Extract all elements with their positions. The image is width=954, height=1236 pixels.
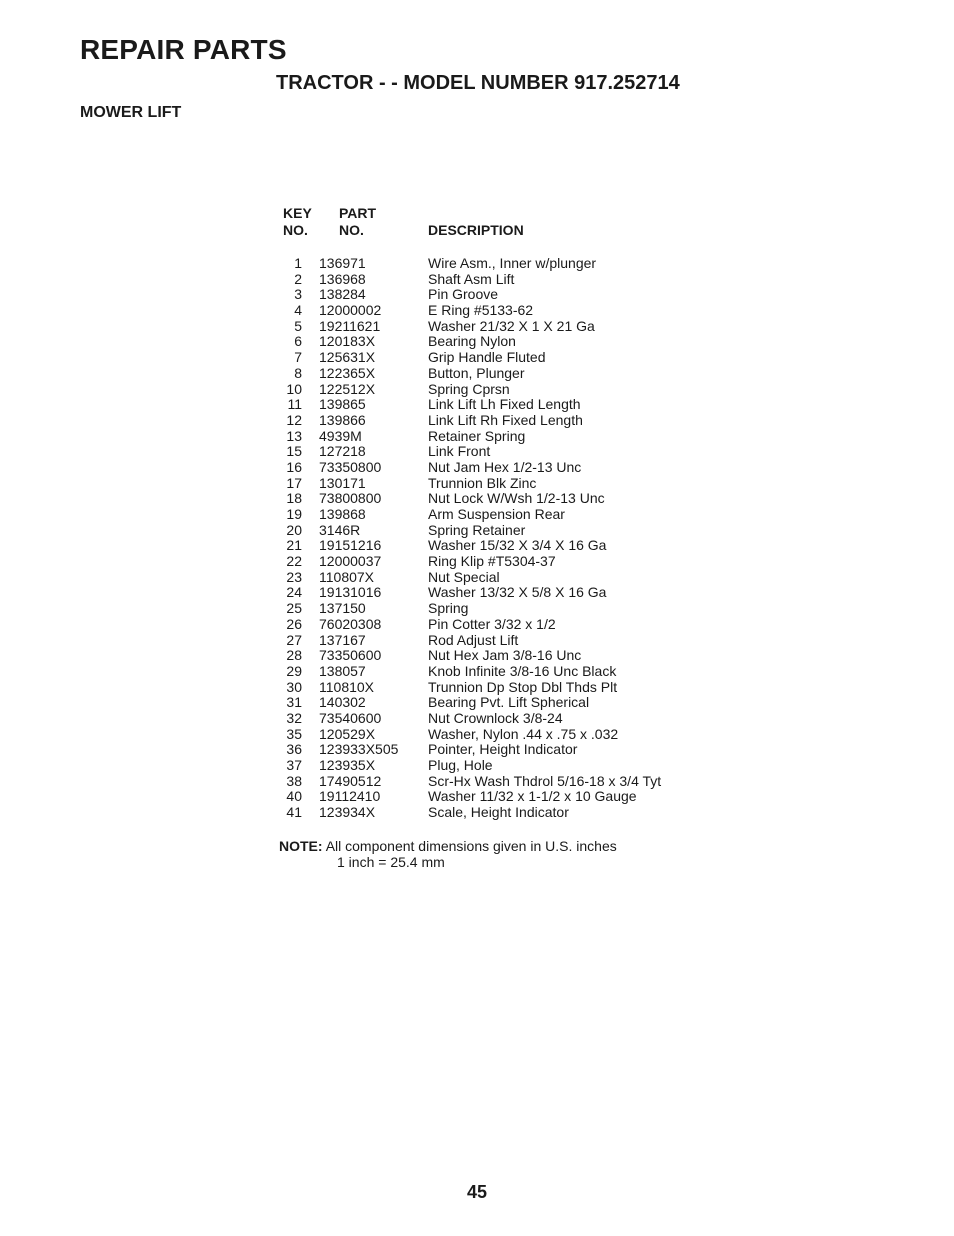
- table-row: [280, 633, 720, 649]
- table-row: [280, 805, 720, 821]
- key-no: 4: [294, 302, 302, 319]
- part-no: 4939M: [319, 427, 362, 444]
- column-header-key-line1: KEY: [283, 205, 312, 221]
- description: Spring Retainer: [428, 521, 526, 538]
- part-no: 19131016: [319, 584, 382, 601]
- description: Bearing Nylon: [428, 333, 516, 350]
- description: Nut Jam Hex 1/2-13 Unc: [428, 458, 582, 475]
- key-no: 7: [294, 349, 302, 366]
- key-no: 28: [286, 647, 302, 664]
- page-title: REPAIR PARTS: [80, 34, 287, 65]
- part-no: 123935X: [319, 757, 376, 773]
- key-no: 10: [286, 380, 302, 397]
- table-row: [280, 272, 720, 288]
- key-no: 23: [286, 568, 302, 585]
- key-no: 32: [286, 709, 302, 726]
- part-no: 122365X: [319, 364, 376, 381]
- description: Knob Infinite 3/8-16 Unc Black: [428, 662, 617, 679]
- key-no: 1: [294, 255, 302, 271]
- table-row: [280, 429, 720, 445]
- part-no: 138057: [319, 662, 366, 679]
- key-no: 22: [286, 553, 302, 570]
- key-no: 27: [286, 631, 302, 648]
- part-no: 73540600: [319, 709, 382, 726]
- description: Grip Handle Fluted: [428, 349, 546, 366]
- section-heading: MOWER LIFT: [80, 104, 182, 121]
- description: Wire Asm., Inner w/plunger: [428, 255, 597, 271]
- part-no: 130171: [319, 474, 366, 491]
- part-no: 123933X505: [319, 741, 399, 758]
- description: Button, Plunger: [428, 364, 525, 381]
- part-no: 140302: [319, 694, 366, 711]
- part-no: 122512X: [319, 380, 376, 397]
- part-no: 76020308: [319, 615, 382, 632]
- table-row: [280, 585, 720, 601]
- description: Shaft Asm Lift: [428, 270, 515, 287]
- table-row: [280, 758, 720, 774]
- table-row: [280, 382, 720, 398]
- column-header-part-line2: NO.: [339, 222, 364, 238]
- description: Bearing Pvt. Lift Spherical: [428, 694, 590, 711]
- part-no: 110810X: [319, 678, 375, 695]
- table-row: [280, 319, 720, 335]
- description: Nut Hex Jam 3/8-16 Unc: [428, 647, 582, 664]
- note-label: NOTE:: [279, 838, 323, 854]
- key-no: 6: [294, 333, 302, 350]
- table-row: [280, 366, 720, 382]
- table-row: [280, 601, 720, 617]
- table-row: [280, 695, 720, 711]
- table-row: [280, 397, 720, 413]
- key-no: 37: [286, 757, 302, 773]
- parts-list: [280, 256, 720, 821]
- table-row: [280, 523, 720, 539]
- description: Ring Klip #T5304-37: [428, 553, 556, 570]
- key-no: 3: [294, 286, 302, 303]
- description: Trunnion Blk Zinc: [428, 474, 537, 491]
- table-row: [280, 350, 720, 366]
- table-row: [280, 680, 720, 696]
- column-header-part-line1: PART: [339, 205, 377, 221]
- description: Trunnion Dp Stop Dbl Thds Plt: [428, 678, 618, 695]
- key-no: 35: [286, 725, 302, 742]
- part-no: 137167: [319, 631, 366, 648]
- part-no: 137150: [319, 600, 366, 617]
- part-no: 19112410: [319, 788, 381, 805]
- part-no: 120529X: [319, 725, 376, 742]
- description: Washer, Nylon .44 x .75 x .032: [428, 725, 619, 742]
- table-row: [280, 303, 720, 319]
- key-no: 25: [286, 600, 302, 617]
- part-no: 136968: [319, 270, 366, 287]
- note-text: All component dimensions given in U.S. inches: [325, 838, 617, 854]
- key-no: 36: [286, 741, 302, 758]
- key-no: 21: [286, 537, 302, 554]
- part-no: 3146R: [319, 521, 361, 538]
- part-no: 127218: [319, 443, 366, 460]
- column-header-description: DESCRIPTION: [428, 222, 524, 238]
- description: E Ring #5133-62: [428, 302, 534, 319]
- key-no: 12: [286, 411, 302, 428]
- part-no: 120183X: [319, 333, 376, 350]
- key-no: 41: [286, 804, 302, 821]
- part-no: 12000037: [319, 553, 382, 570]
- table-row: [280, 727, 720, 743]
- model-subtitle: TRACTOR - - MODEL NUMBER 917.252714: [276, 72, 680, 94]
- table-row: [280, 554, 720, 570]
- key-no: 16: [286, 458, 302, 475]
- part-no: 110807X: [319, 568, 375, 585]
- key-no: 31: [286, 694, 302, 711]
- description: Plug, Hole: [428, 757, 493, 773]
- description: Washer 13/32 X 5/8 X 16 Ga: [428, 584, 607, 601]
- table-row: [280, 570, 720, 586]
- table-row: [280, 287, 720, 303]
- part-no: 139865: [319, 396, 366, 413]
- description: Nut Special: [428, 568, 500, 585]
- description: Washer 21/32 X 1 X 21 Ga: [428, 317, 595, 334]
- part-no: 125631X: [319, 349, 376, 366]
- table-row: [280, 256, 720, 272]
- part-no: 123934X: [319, 804, 376, 821]
- table-row: [280, 538, 720, 554]
- key-no: 8: [294, 364, 302, 381]
- part-no: 136971: [319, 255, 366, 271]
- description: Rod Adjust Lift: [428, 631, 519, 648]
- table-row: [280, 507, 720, 523]
- key-no: 18: [286, 490, 302, 507]
- description: Washer 15/32 X 3/4 X 16 Ga: [428, 537, 607, 554]
- description: Arm Suspension Rear: [428, 506, 565, 522]
- part-no: 73350800: [319, 458, 382, 475]
- table-row: [280, 789, 720, 805]
- dimension-note: [279, 838, 617, 870]
- key-no: 5: [294, 317, 302, 334]
- column-header-part-no: [339, 205, 376, 239]
- key-no: 40: [286, 788, 302, 805]
- page-number: 45: [466, 1182, 488, 1202]
- description: Retainer Spring: [428, 427, 526, 444]
- description: Link Front: [428, 443, 491, 460]
- part-no: 138284: [319, 286, 366, 303]
- table-row: [280, 617, 720, 633]
- table-row: [280, 711, 720, 727]
- part-no: 139866: [319, 411, 366, 428]
- table-row: [280, 648, 720, 664]
- column-header-key-no: [283, 205, 312, 239]
- key-no: 24: [286, 584, 302, 601]
- description: Nut Lock W/Wsh 1/2-13 Unc: [428, 490, 605, 507]
- description: Link Lift Rh Fixed Length: [428, 411, 583, 428]
- table-row: [280, 413, 720, 429]
- part-no: 17490512: [319, 772, 382, 789]
- key-no: 13: [286, 427, 302, 444]
- table-row: [280, 664, 720, 680]
- key-no: 2: [294, 270, 302, 287]
- description: Scale, Height Indicator: [428, 804, 569, 821]
- description: Pin Groove: [428, 286, 499, 303]
- part-no: 73800800: [319, 490, 382, 507]
- key-no: 15: [286, 443, 302, 460]
- table-row: [280, 774, 720, 790]
- key-no: 11: [287, 396, 302, 413]
- key-no: 20: [286, 521, 302, 538]
- part-no: 73350600: [319, 647, 382, 664]
- note-conversion: 1 inch = 25.4 mm: [337, 854, 445, 870]
- description: Spring: [428, 600, 469, 617]
- key-no: 19: [286, 506, 302, 522]
- key-no: 26: [286, 615, 302, 632]
- description: Pointer, Height Indicator: [428, 741, 578, 758]
- table-row: [280, 334, 720, 350]
- description: Scr-Hx Wash Thdrol 5/16-18 x 3/4 Tyt: [428, 772, 662, 789]
- description: Nut Crownlock 3/8-24: [428, 709, 563, 726]
- key-no: 29: [286, 662, 302, 679]
- key-no: 38: [286, 772, 302, 789]
- table-row: [280, 444, 720, 460]
- key-no: 30: [286, 678, 302, 695]
- part-no: 19151216: [319, 537, 382, 554]
- description: Spring Cprsn: [428, 380, 510, 397]
- part-no: 139868: [319, 506, 366, 522]
- key-no: 17: [286, 474, 302, 491]
- part-no: 19211621: [319, 317, 381, 334]
- description: Link Lift Lh Fixed Length: [428, 396, 581, 413]
- table-row: [280, 476, 720, 492]
- table-row: [280, 460, 720, 476]
- column-header-key-line2: NO.: [283, 222, 308, 238]
- table-row: [280, 491, 720, 507]
- table-row: [280, 742, 720, 758]
- description: Washer 11/32 x 1-1/2 x 10 Gauge: [428, 788, 637, 805]
- part-no: 12000002: [319, 302, 382, 319]
- description: Pin Cotter 3/32 x 1/2: [428, 615, 556, 632]
